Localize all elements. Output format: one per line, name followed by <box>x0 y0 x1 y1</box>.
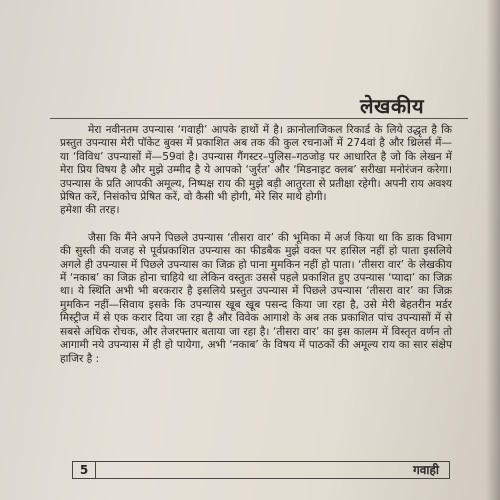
body-text <box>60 124 452 366</box>
page-number: 5 <box>73 462 96 478</box>
paragraph-intro: मेरा नवीनतम उपन्यास ‘गवाही’ आपके हाथों में है। क्रानोलाजिकल रिकार्ड के लिये उद्धृत है कि प्रस्तुत उपन्यास मेरी पॉकेट बुक्स में प्रकाशित अब तक की कुल रचनाओं में 274वां है और थ्रिलर्स में—या ‘विविध’ उपन्यासों में—59वां है। उपन्यास गैंगस्टर–पुलिस–गठजोड़ पर आधारित है जो कि लेखन में मेरा प्रिय विषय है और मुझे उम्मीद है ये आपको ‘जुर्रत’ और ‘मिडनाइट क्लब’ सरीखा मनोरंजन करेगा। उपन्यास के प्रति आपकी अमूल्य, निष्पक्ष राय की मुझे बड़ी आतुरता से प्रतीक्षा रहेगी। अपनी राय अवश्य प्रेषित करें, निसंकोच प्रेषित करें, वो कैसी भी होगी, मेरे सिर माथे होगी। <box>60 124 452 204</box>
paragraph-feedback: जैसा कि मैंने अपने पिछले उपन्यास ‘तीसरा वार’ की भूमिका में अर्ज किया था कि डाक विभाग की सुस्ती की वजह से पूर्वप्रकाशित उपन्यास का फीडबैक मुझे वक्त पर हासिल नहीं हो पाता इसलिये अगले ही उपन्यास में पिछले उपन्यास का जिक्र हो पाना मुमकिन नहीं हो पाता। ‘तीसरा वार’ के लेखकीय में ‘नकाब’ का जिक्र होना चाहिये था लेकिन वस्तुतः उससे पहले प्रकाशित हुए उपन्यास ‘प्यादा’ का जिक्र था। ये स्थिति अभी भी बरकरार है इसलिये प्रस्तुत उपन्यास में पिछले उपन्यास ‘तीसरा वार’ का जिक्र मुमकिन नहीं—सिवाय इसके कि उपन्यास खूब खूब पसन्द किया जा रहा है, उसे मेरी बेहतरीन मर्डर मिस्ट्रीज में से एक करार दिया जा रहा है और विवेक आगाशे के अब तक प्रकाशित पांच उपन्यासों में से सबसे अधिक रोचक, और तेजरफ्तार बताया जा रहा है। ‘तीसरा वार’ का इस कालम में विस्तृत वर्णन तो आगामी नये उपन्यास में ही हो पायेगा, अभी ‘नकाब’ के विषय में पाठकों की अमूल्य राय का सार संक्षेप हाजिर है : <box>60 231 452 365</box>
running-title: गवाही <box>412 463 439 477</box>
paragraph-signoff: हमेशा की तरह। <box>60 204 120 217</box>
page-heading: लेखकीय <box>360 94 425 118</box>
heading-rule <box>50 118 468 119</box>
page-edge-shadow <box>486 0 500 500</box>
page-footer <box>72 461 450 479</box>
